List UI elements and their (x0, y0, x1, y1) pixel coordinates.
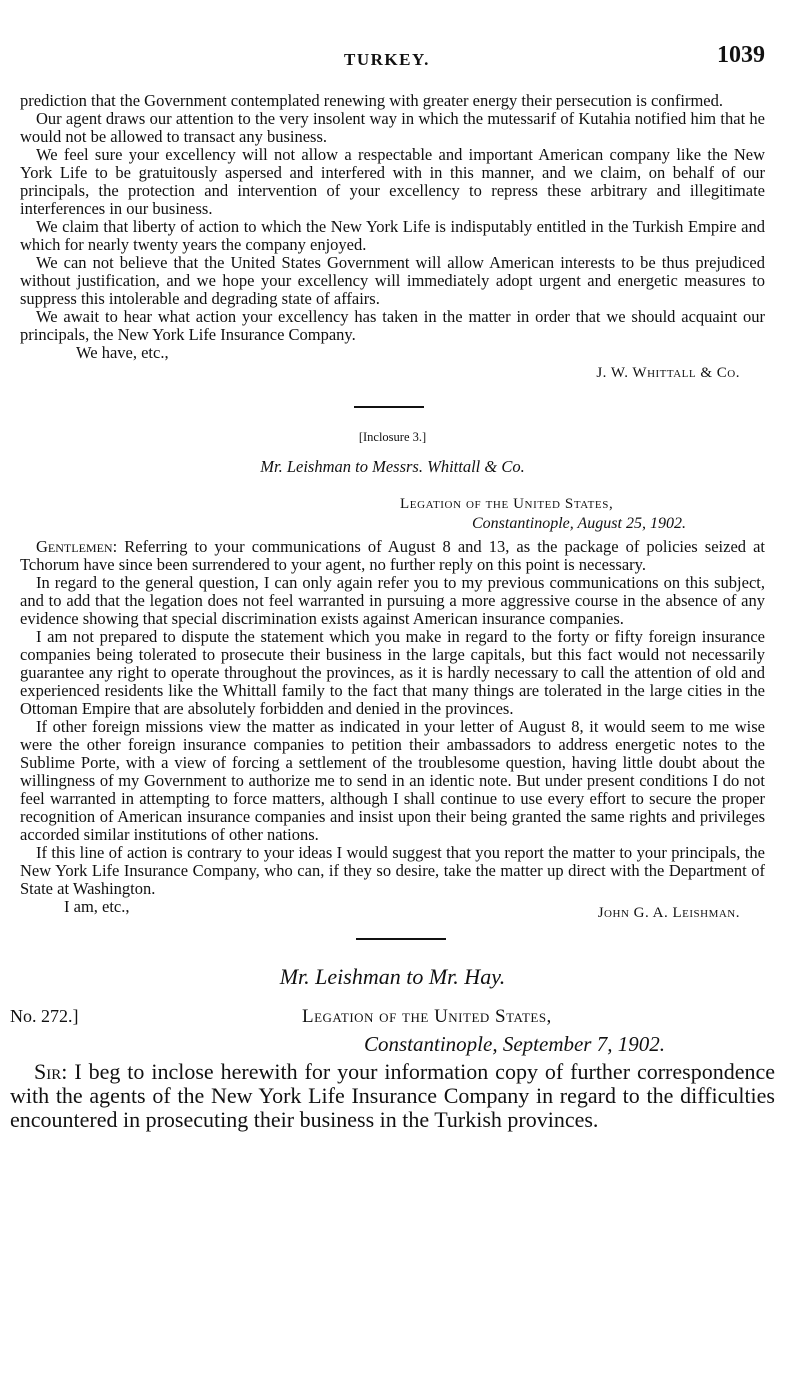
letter-date: Constantinople, August 25, 1902. (472, 515, 686, 532)
paragraph: We claim that liberty of action to which the New York Life is indisputably entitled in the Turkish Empire and which for nearly twenty years the company enjoyed. (20, 217, 765, 254)
closing: We have, etc., (76, 343, 169, 362)
salutation: Sir: (34, 1059, 68, 1084)
paragraph: In regard to the general question, I can only again refer you to my previous communications on this subject, and to add that the legation does not feel warranted in pursuing a more aggressive course in the absence of any evidence showing that special discrimination exists against American insurance companies. (20, 573, 765, 628)
page-header (0, 42, 805, 72)
divider (354, 406, 424, 408)
letter-leishman-hay (10, 1060, 775, 1132)
salutation: Gentlemen: (36, 537, 118, 556)
inclosure-label: [Inclosure 3.] (358, 430, 427, 444)
letter-title: Mr. Leishman to Messrs. Whittall & Co. (260, 457, 525, 476)
letter-title: Mr. Leishman to Mr. Hay. (279, 964, 506, 989)
letter-leishman-whittall (20, 538, 765, 924)
dispatch-heading (10, 1006, 765, 1060)
paragraph: Our agent draws our attention to the very insolent way in which the mutessarif of Kutahia notified him that he would not be allowed to transact any business. (20, 109, 765, 146)
paragraph: We await to hear what action your excellency has taken in the matter in order that we should acquaint our principals, the New York Life Insurance Company. (20, 307, 765, 344)
paragraph: We can not believe that the United States Government will allow American interests to be thus prejudiced without justification, and we hope your excellency will immediately adopt urgent and energetic measures to suppress this intolerable and degrading state of affairs. (20, 253, 765, 308)
paragraph: We feel sure your excellency will not allow a respectable and important American company like the New York Life to be gratuitously aspersed and interfered with in this manner, and we claim, on behalf of our principals, the protection and intervention of your excellency to repress these arbitrary and illegitimate interferences in our business. (20, 145, 765, 218)
legation-address: Legation of the United States, (302, 1006, 552, 1027)
divider (356, 938, 446, 940)
page-body (10, 91, 775, 1132)
paragraph: I beg to inclose herewith for your information copy of further correspondence with the agents of the New York Life Insurance Company in regard to the difficulties encountered in prosecuting their business in the Turkish provinces. (10, 1059, 775, 1132)
page-number: 1039 (717, 42, 765, 68)
signature: John G. A. Leishman. (597, 905, 740, 921)
letter-date: Constantinople, September 7, 1902. (364, 1032, 665, 1056)
paragraph: prediction that the Government contemplated renewing with greater energy their persecution is confirmed. (20, 91, 723, 110)
paragraph: Referring to your communications of August 8 and 13, as the package of policies seized at Tchorum have since been surrendered to your agent, no further reply on this point is necessary. (20, 537, 766, 574)
letter-whittall (20, 92, 765, 384)
dispatch-number: No. 272.] (10, 1006, 79, 1026)
paragraph: If this line of action is contrary to your ideas I would suggest that you report the matter to your principals, the New York Life Insurance Company, who can, if they so desire, take the matter up direct with the Department of State at Washington. (20, 843, 765, 898)
signature: J. W. Whittall & Co. (596, 365, 740, 381)
running-title: TURKEY. (344, 50, 430, 69)
paragraph: If other foreign missions view the matter as indicated in your letter of August 8, it would seem to me wise were the other foreign insurance companies to petition their ambassadors to address energetic notes to the Sublime Porte, with a view of forcing a settlement of the troublesome question, having little doubt about the willingness of my Government to authorize me to send in an identic note. But under present conditions I do not feel warranted in attempting to force matters, although I shall continue to use every effort to secure the proper recognition of American insurance companies and insist upon their being granted the same rights and privileges accorded similar institutions of other nations. (20, 717, 765, 844)
paragraph: I am not prepared to dispute the statement which you make in regard to the forty or fifty foreign insurance companies being tolerated to prosecute their business in the large capitals, but this fact would not necessarily guarantee any right to operate throughout the provinces, as it is hardly necessary to call the attention of old and experienced residents like the Whittall family to the fact that many things are tolerated in the large cities in the Ottoman Empire that are absolutely forbidden and denied in the provinces. (20, 627, 765, 718)
closing: I am, etc., (64, 897, 130, 916)
legation-address: Legation of the United States, (400, 496, 614, 512)
